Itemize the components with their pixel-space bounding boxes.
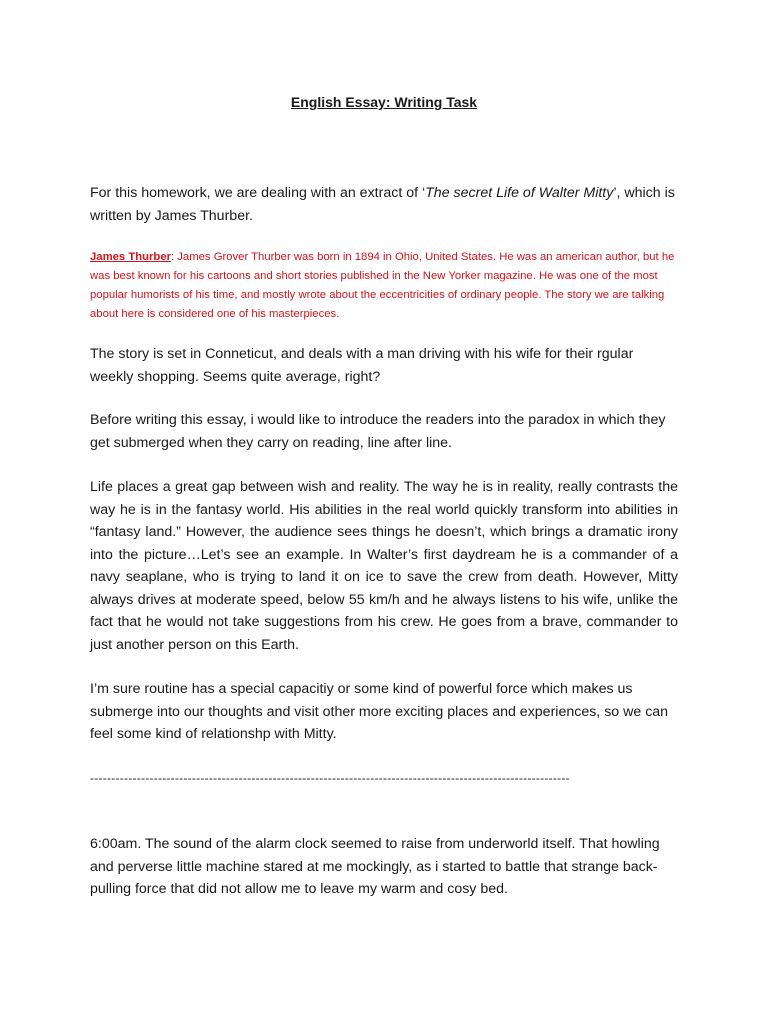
section-divider: ----------------------------------------------------------------------------------------------------------------- [90,771,570,785]
intro-paragraph [90,182,678,227]
page-title: English Essay: Writing Task [290,94,478,110]
paragraph-setting: The story is set in Conneticut, and deals with a man driving with his wife for their rgular weekly shopping. Seems quite average, right? [90,346,634,385]
intro-text-after: ’, which is written by James Thurber. [90,185,675,224]
paragraph-routine: I’m sure routine has a special capacitiy or some kind of powerful force which makes us submerge into our thoughts and visit other more exciting places and experiences, so we can feel some kind of relationshp with Mitty. [90,681,669,742]
book-title: The secret Life of Walter Mitty [425,185,614,201]
paragraph-paradox: Before writing this essay, i would like to introduce the readers into the paradox in which they get submerged when they carry on reading, line after line. [90,412,666,451]
author-bio-text: : James Grover Thurber was born in 1894 in Ohio, United States. He was an american author, but he was best known for his cartoons and short stories published in the New Yorker magazine. He was one of the most popular humorists of his time, and mostly wrote about the eccentricities of ordinary people. The story we are talking about here is considered one of his masterpieces. [90,251,675,320]
author-name: James Thurber [90,251,171,263]
intro-text-before: For this homework, we are dealing with an extract of ‘ [90,185,426,201]
paragraph-alarm: 6:00am. The sound of the alarm clock seemed to raise from underworld itself. That howling and perverse little machine stared at me mockingly, as i started to battle that strange back-pulling force that did not allow me to leave my warm and cosy bed. [90,836,660,897]
paragraph-gap: Life places a great gap between wish and reality. The way he is in reality, really contrasts the way he is in the fantasy world. His abilities in the real world quickly transform into abilities in “fantasy land.” However, the audience sees things he doesn’t, which brings a dramatic irony into the picture…Let’s see an example. In Walter’s first daydream he is a commander of a navy seaplane, who is trying to land it on ice to save the crew from death. However, Mitty always drives at moderate speed, below 55 km/h and he always listens to his wife, unlike the fact that he would not take suggestions from his crew. He goes from a brave, commander to just another person on this Earth. [90,479,678,653]
author-bio [90,248,678,324]
